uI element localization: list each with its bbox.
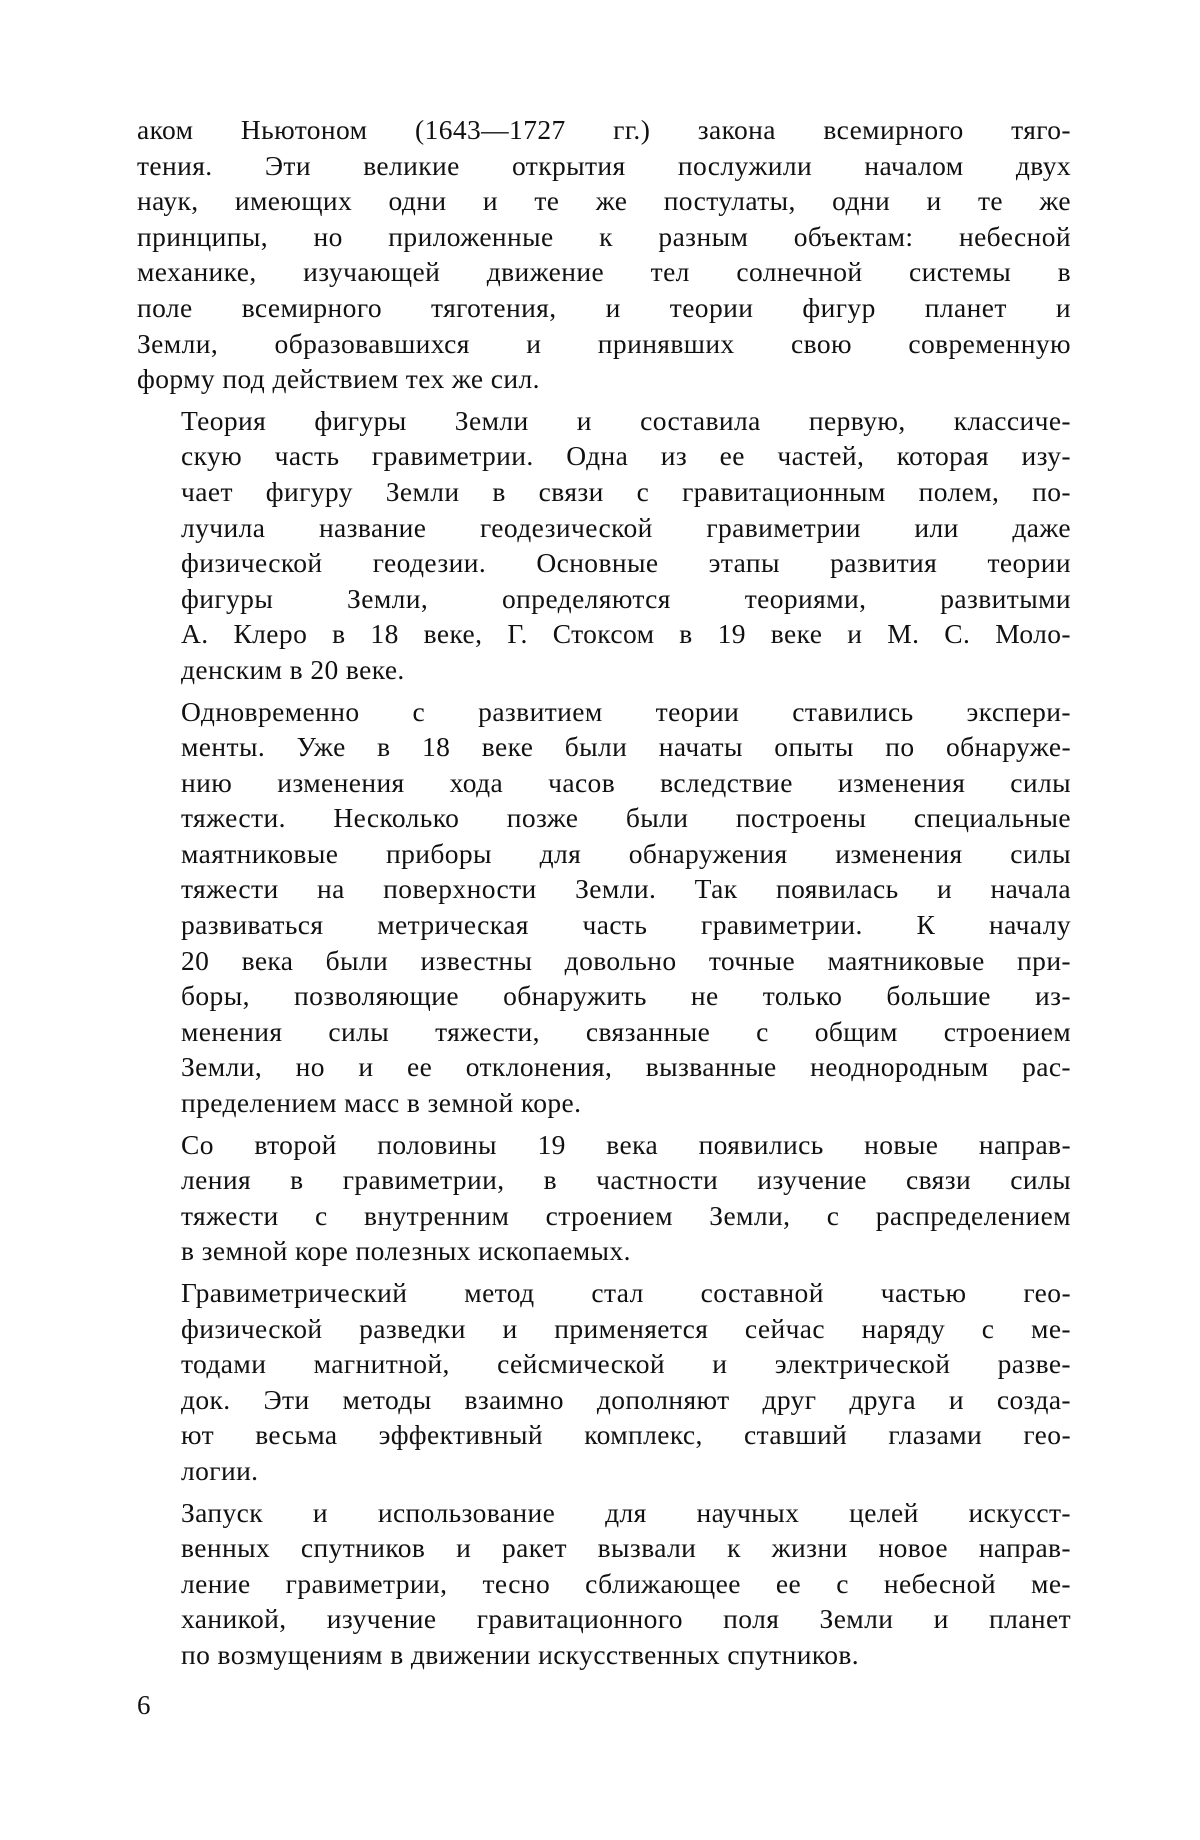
page-number: 6 xyxy=(137,1690,151,1720)
text-line: 20 века были известны довольно точные маятниковые при- xyxy=(181,944,1071,976)
text-line: Земли, образовавшихся и принявших свою современную xyxy=(137,327,1071,359)
text-line: менты. Уже в 18 веке были начаты опыты по обнаруже- xyxy=(181,731,1071,763)
text-line: маятниковые приборы для обнаружения изменения силы xyxy=(181,837,1071,869)
text-line: форму под действием тех же сил. xyxy=(137,363,540,395)
text-line: менения силы тяжести, связанные с общим строением xyxy=(181,1015,1071,1047)
text-line: Теория фигуры Земли и составила первую, классиче- xyxy=(181,404,1071,436)
text-line: ханикой, изучение гравитационного поля Земли и планет xyxy=(181,1603,1071,1635)
body-text xyxy=(137,112,1071,1679)
text-line: А. Клеро в 18 веке, Г. Стоксом в 19 веке и М. С. Моло- xyxy=(181,618,1071,650)
text-line: скую часть гравиметрии. Одна из ее частей, которая изу- xyxy=(181,440,1071,472)
text-line: аком Ньютоном (1643—1727 гг.) закона всемирного тяго- xyxy=(137,114,1071,145)
text-line: денским в 20 веке. xyxy=(181,653,405,685)
text-line: ление гравиметрии, тесно сближающее ее с небесной ме- xyxy=(181,1567,1071,1599)
text-line: Земли, но и ее отклонения, вызванные неоднородным рас- xyxy=(181,1051,1071,1083)
text-line: тодами магнитной, сейсмической и электрической разве- xyxy=(181,1348,1071,1380)
text-line: фигуры Земли, определяются теориями, развитыми xyxy=(181,582,1071,614)
text-line: физической разведки и применяется сейчас наряду с ме- xyxy=(181,1312,1071,1344)
text-line: Гравиметрический метод стал составной частью гео- xyxy=(181,1277,1071,1308)
text-line: чает фигуру Земли в связи с гравитационным полем, по- xyxy=(181,475,1071,507)
text-line: логии. xyxy=(181,1454,259,1486)
text-line: тяжести. Несколько позже были построены специальные xyxy=(181,802,1071,834)
paragraph xyxy=(137,694,1071,1121)
text-line: поле всемирного тяготения, и теории фигур планет и xyxy=(137,291,1071,323)
text-line: по возмущениям в движении искусственных спутников. xyxy=(181,1638,860,1670)
text-line: тяжести с внутренним строением Земли, с распределением xyxy=(181,1199,1071,1231)
text-line: нию изменения хода часов вследствие изменения силы xyxy=(181,766,1071,798)
text-line: физической геодезии. Основные этапы развития теории xyxy=(181,547,1071,579)
text-line: венных спутников и ракет вызвали к жизни новое направ- xyxy=(181,1532,1071,1564)
text-line: в земной коре полезных ископаемых. xyxy=(181,1235,631,1267)
text-line: тения. Эти великие открытия послужили началом двух xyxy=(137,149,1071,181)
text-line: Одновременно с развитием теории ставились экспери- xyxy=(181,695,1071,727)
paragraph xyxy=(137,1275,1071,1489)
text-line: наук, имеющих одни и те же постулаты, одни и те же xyxy=(137,185,1071,217)
text-line: Со второй половины 19 века появились новые направ- xyxy=(181,1128,1071,1160)
paragraph xyxy=(137,1127,1071,1269)
text-line: боры, позволяющие обнаружить не только большие из- xyxy=(181,980,1071,1012)
text-line: принципы, но приложенные к разным объектам: небесной xyxy=(137,220,1071,252)
text-line: лучила название геодезической гравиметрии или даже xyxy=(181,511,1071,543)
text-line: док. Эти методы взаимно дополняют друг друга и созда- xyxy=(181,1383,1071,1415)
text-line: тяжести на поверхности Земли. Так появилась и начала xyxy=(181,873,1071,905)
text-line: пределением масс в земной коре. xyxy=(181,1087,582,1119)
text-line: ют весьма эффективный комплекс, ставший глазами гео- xyxy=(181,1419,1071,1451)
paragraph xyxy=(137,403,1071,688)
text-line: Запуск и использование для научных целей искусст- xyxy=(181,1496,1071,1528)
paragraph xyxy=(137,112,1071,397)
text-line: развиваться метрическая часть гравиметрии. К началу xyxy=(181,909,1071,941)
paragraph xyxy=(137,1495,1071,1673)
text-line: ления в гравиметрии, в частности изучение связи силы xyxy=(181,1164,1071,1196)
text-line: механике, изучающей движение тел солнечной системы в xyxy=(137,256,1071,288)
